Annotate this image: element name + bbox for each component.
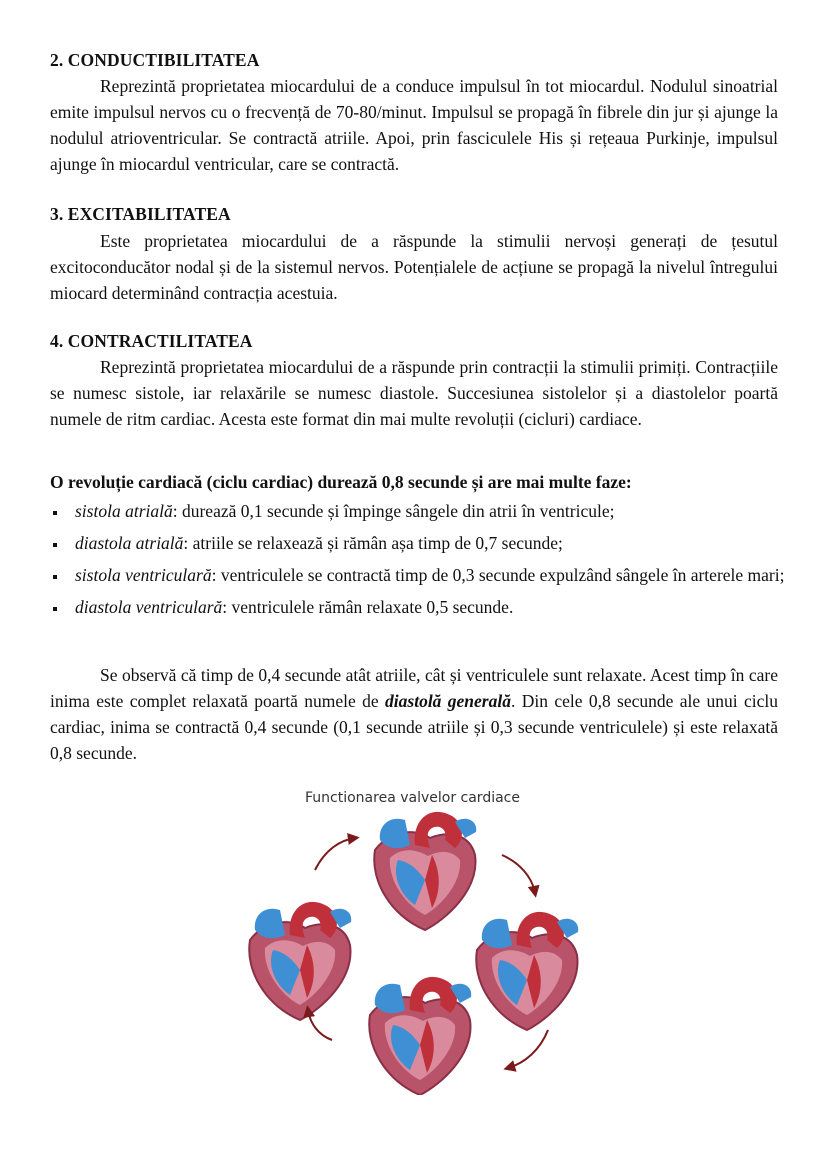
paragraph-text: Reprezintă proprietatea miocardului de a conduce impulsul în tot miocardul. Nodulul sinoatrial emite impulsul nervos cu o frecvență de 70-80/minut. Impulsul se propagă în fibrele din jur și ajunge la nodulul atrioventricular. Se contractă atriile. Apoi, prin fasciculele His și rețeaua Purkinje, impulsul ajunge în miocardul ventricular, care se contractă. xyxy=(50,76,778,174)
heading-contractilitate: 4. CONTRACTILITATEA xyxy=(50,331,253,351)
list-item xyxy=(50,594,790,620)
phase-term: diastola atrială xyxy=(75,533,184,553)
summary-text-after: . Din cele 0,8 secunde ale unui ciclu cardiac, inima se contractă 0,4 secunde (0,1 secunde atriile și 0,3 secunde ventriculele) și este relaxată 0,8 secunde. xyxy=(50,691,779,763)
phase-desc: : ventriculele se contractă timp de 0,3 secunde expulzând sângele în arterele mari; xyxy=(211,565,785,585)
paragraph-excitabilitate xyxy=(50,228,778,306)
paragraph-contractilitate xyxy=(50,354,778,432)
phase-desc: : atriile se relaxează și rămân așa timp de 0,7 secunde; xyxy=(183,533,563,553)
heading-conductibilitate: 2. CONDUCTIBILITATEA xyxy=(50,50,260,70)
summary-text-before: Se observă că timp de 0,4 secunde atât atriile, cât și ventriculele sunt relaxate. Acest timp în care inima este complet relaxată poartă numele de xyxy=(50,665,778,711)
bullet-icon xyxy=(53,511,57,515)
bullet-icon xyxy=(53,543,57,547)
bullet-icon xyxy=(53,575,57,579)
paragraph-text: Este proprietatea miocardului de a răspunde la stimulii nervoși generați de țesutul excitoconducător nodal și de la sistemul nervos. Potențialele de acțiune se propagă la nivelul întregului miocard determinând contracția acestuia. xyxy=(50,231,778,303)
paragraph-text: Reprezintă proprietatea miocardului de a răspunde prin contracții la stimulii primiți. Contracțiile se numesc sistole, iar relaxările se numesc diastole. Succesiunea sistolelor și a diastolelor poartă numele de ritm cardiac. Acesta este format din mai multe revoluții (cicluri) cardiace. xyxy=(50,357,778,429)
summary-emphasis: diastolă generală xyxy=(385,691,511,711)
paragraph-summary xyxy=(50,662,778,766)
phase-list xyxy=(50,498,790,626)
arrow-icon xyxy=(508,1030,548,1068)
arrow-icon xyxy=(308,1010,332,1040)
phase-term: sistola ventriculară xyxy=(75,565,212,585)
phase-desc: : ventriculele rămân relaxate 0,5 secunde. xyxy=(222,597,514,617)
heart-right xyxy=(476,912,578,1030)
revolution-title: O revoluție cardiacă (ciclu cardiac) durează 0,8 secunde și are mai multe faze: xyxy=(50,472,632,492)
figure-caption: Functionarea valvelor cardiace xyxy=(305,790,520,806)
list-item xyxy=(50,498,790,524)
heart-bottom xyxy=(369,977,471,1095)
phase-term: diastola ventriculară xyxy=(75,597,223,617)
bullet-icon xyxy=(53,607,57,611)
heart-valves-figure xyxy=(240,805,590,1095)
arrow-icon xyxy=(315,838,355,870)
phase-desc: : durează 0,1 secunde și împinge sângele din atrii în ventricule; xyxy=(172,501,615,521)
list-item xyxy=(50,530,790,556)
list-item xyxy=(50,562,790,588)
phase-term: sistola atrială xyxy=(75,501,173,521)
heart-top xyxy=(374,812,476,930)
paragraph-conductibilitate xyxy=(50,73,778,177)
heart-left xyxy=(249,902,351,1020)
arrow-icon xyxy=(502,855,535,893)
heading-excitabilitate: 3. EXCITABILITATEA xyxy=(50,204,231,224)
